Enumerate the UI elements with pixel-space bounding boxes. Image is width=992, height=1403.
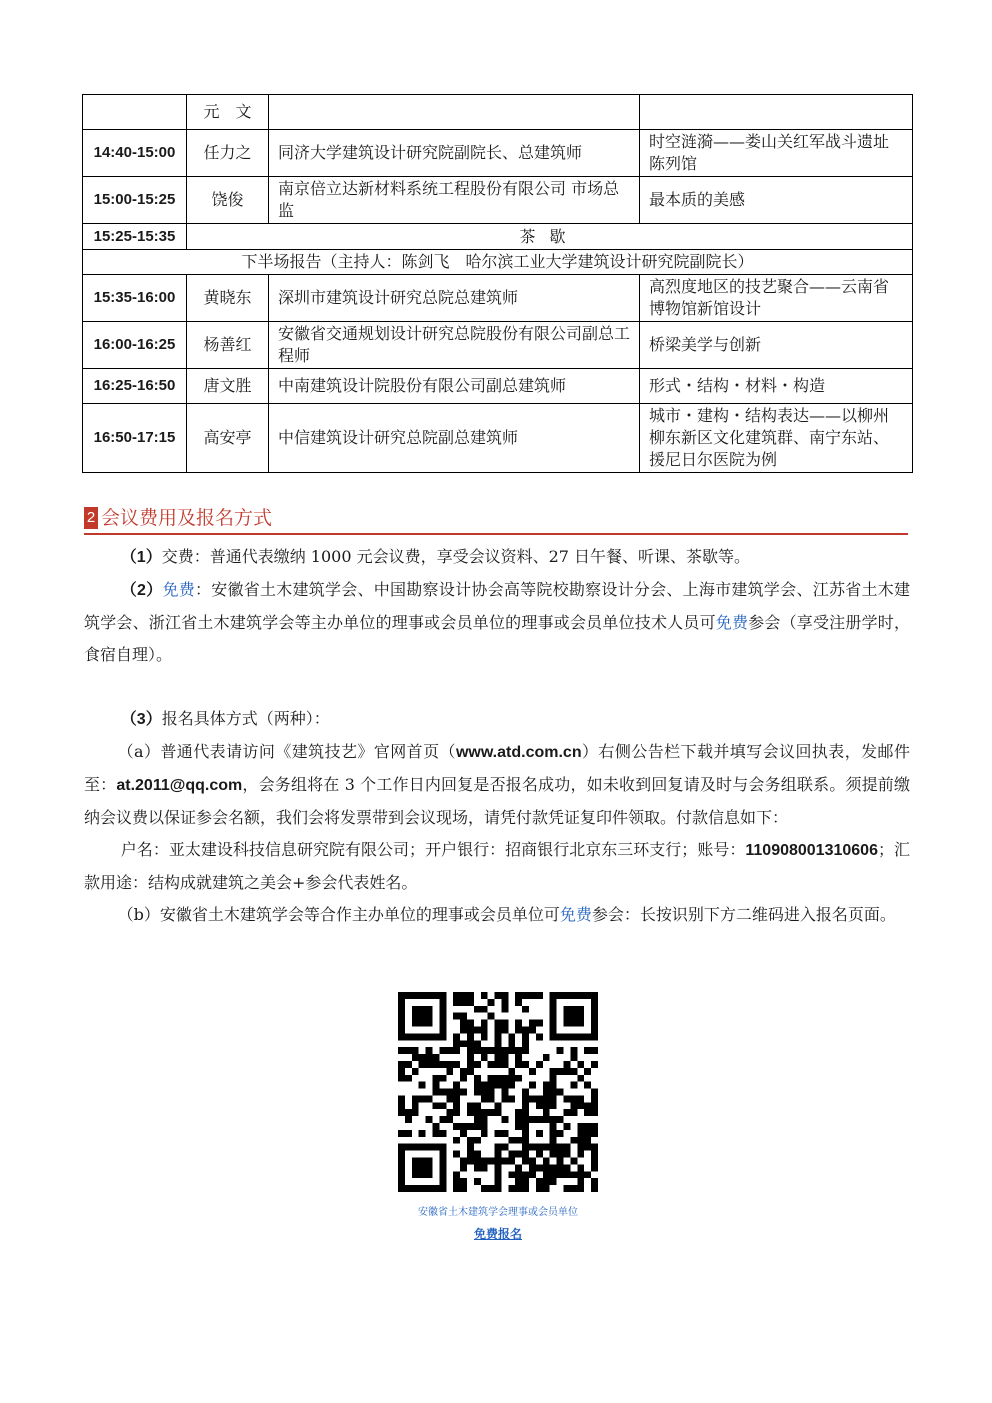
table-row <box>83 95 913 130</box>
table-row <box>83 369 913 404</box>
paragraph-text: 户名：亚太建设科技信息研究院有限公司；开户银行：招商银行北京东三环支行；账号： <box>120 840 746 859</box>
section-title: 会议费用及报名方式 <box>101 507 273 529</box>
speaker-cell: 高安亭 <box>187 404 269 473</box>
paragraph-text: ）右侧公告栏下载并填写会议回执表，发邮件至： <box>84 742 910 794</box>
schedule-table <box>82 94 913 473</box>
paragraph-text: （a）普通代表请访问《建筑技艺》官网首页（ <box>117 742 456 761</box>
table-row <box>83 322 913 369</box>
org-cell: 同济大学建筑设计研究院副院长、总建筑师 <box>269 130 640 177</box>
talk-title-cell: 城市・建构・结构表达——以柳州柳东新区文化建筑群、南宁东站、援尼日尔医院为例 <box>640 404 913 473</box>
item-number: （2） <box>120 582 163 599</box>
paragraph-text: （b）安徽省土木建筑学会等合作主办单位的理事或会员单位可 <box>117 905 560 924</box>
time-cell: 15:35-16:00 <box>83 275 187 322</box>
paragraph-fee <box>84 541 910 574</box>
talk-title-cell: 形式・结构・材料・构造 <box>640 369 913 404</box>
talk-title-cell: 高烈度地区的技艺聚合——云南省博物馆新馆设计 <box>640 275 913 322</box>
talk-title-cell: 桥梁美学与创新 <box>640 322 913 369</box>
paragraph-method-a <box>84 736 910 834</box>
org-cell: 中南建筑设计院股份有限公司副总建筑师 <box>269 369 640 404</box>
table-row <box>83 177 913 224</box>
org-cell: 南京倍立达新材料系统工程股份有限公司 市场总监 <box>269 177 640 224</box>
account-number: 110908001310606 <box>745 842 878 859</box>
item-number: （3） <box>120 711 162 728</box>
qr-caption: 安徽省土木建筑学会理事或会员单位 <box>418 1207 578 1218</box>
paragraph-free <box>84 574 910 671</box>
table-row-break <box>83 224 913 250</box>
time-cell: 15:25-15:35 <box>83 224 187 250</box>
paragraph-text: ；汇款用途：结构成就建筑之美会+参会代表姓名。 <box>84 840 910 892</box>
speaker-cell: 唐文胜 <box>187 369 269 404</box>
table-row <box>83 130 913 177</box>
paragraph-text: 报名具体方式（两种）： <box>161 709 330 728</box>
paragraph-text: 参会：长按识别下方二维码进入报名页面。 <box>591 905 896 924</box>
talk-title-cell <box>640 95 913 130</box>
qr-code-icon <box>398 992 598 1192</box>
section-heading <box>84 505 908 535</box>
talk-title-cell: 最本质的美感 <box>640 177 913 224</box>
second-half-header: 下半场报告（主持人：陈剑飞 哈尔滨工业大学建筑设计研究院副院长） <box>83 250 913 275</box>
website-link[interactable]: www.atd.com.cn <box>455 744 582 761</box>
talk-title-cell: 时空涟漪——娄山关红军战斗遗址陈列馆 <box>640 130 913 177</box>
paragraph-text: 参会（享受注册学时，食宿自理）。 <box>84 613 910 664</box>
org-cell: 安徽省交通规划设计研究总院股份有限公司副总工程师 <box>269 322 640 369</box>
speaker-cell: 任力之 <box>187 130 269 177</box>
paragraph-text: ，会务组将在 3 个工作日内回复是否报名成功，如未收到回复请及时与会务组联系。须提前缴纳会议费以保证参会名额，我们会将发票带到会议现场，请凭付款凭证复印件领取。付款信息如下： <box>84 775 910 827</box>
speaker-cell: 黄晓东 <box>187 275 269 322</box>
time-cell: 16:00-16:25 <box>83 322 187 369</box>
paragraph-text: ：安徽省土木建筑学会、中国勘察设计协会高等院校勘察设计分会、上海市建筑学会、江苏省土木建筑学会、浙江省土木建筑学会等主办单位的理事或会员单位的理事或会员单位技术人员可 <box>84 580 910 632</box>
break-cell: 茶歇 <box>187 224 913 250</box>
free-registration-link[interactable]: 免费报名 <box>473 1227 522 1241</box>
free-link[interactable]: 免费 <box>715 613 749 632</box>
org-cell: 深圳市建筑设计研究总院总建筑师 <box>269 275 640 322</box>
paragraph-text: 交费：普通代表缴纳 1000 元会议费，享受会议资料、27 日午餐、听课、茶歇等。 <box>161 547 751 566</box>
org-cell: 中信建筑设计研究总院副总建筑师 <box>269 404 640 473</box>
paragraph-methods <box>84 703 910 736</box>
time-cell: 16:25-16:50 <box>83 369 187 404</box>
paragraph-payment-info <box>84 834 910 899</box>
section-number-badge: 2 <box>84 507 98 529</box>
time-cell: 14:40-15:00 <box>83 130 187 177</box>
fees-registration-body <box>84 541 910 931</box>
email-link[interactable]: at.2011@qq.com <box>116 777 243 794</box>
table-row <box>83 275 913 322</box>
free-link[interactable]: 免费 <box>162 580 195 599</box>
org-cell <box>269 95 640 130</box>
item-number: （1） <box>120 549 162 566</box>
speaker-cell: 杨善红 <box>187 322 269 369</box>
time-cell <box>83 95 187 130</box>
time-cell: 16:50-17:15 <box>83 404 187 473</box>
table-row-section-header <box>83 250 913 275</box>
table-row <box>83 404 913 473</box>
qr-code[interactable] <box>398 992 598 1192</box>
paragraph-method-b <box>84 899 910 931</box>
speaker-cell: 饶俊 <box>187 177 269 224</box>
speaker-cell: 元 文 <box>187 95 269 130</box>
free-link[interactable]: 免费 <box>559 905 592 924</box>
time-cell: 15:00-15:25 <box>83 177 187 224</box>
